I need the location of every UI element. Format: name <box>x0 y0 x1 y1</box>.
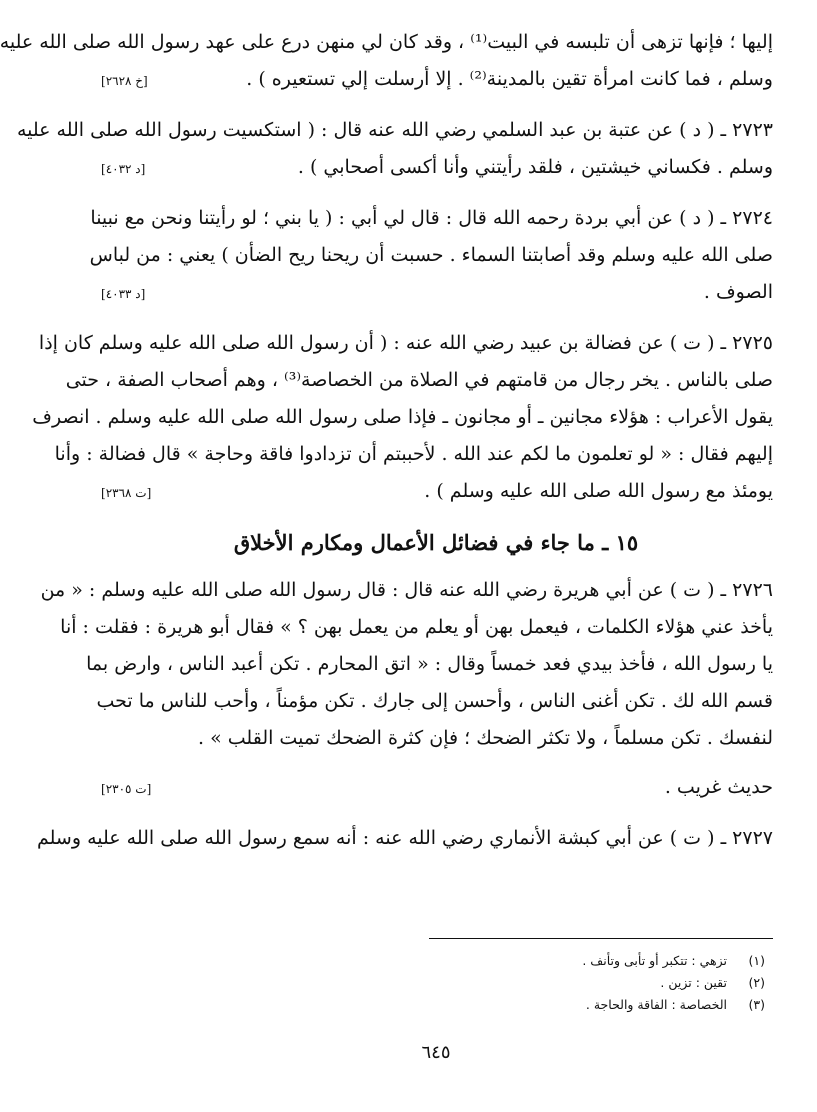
text-line: ٢٧٢٦ ـ ( ت ) عن أبي هريرة رضي الله عنه قال : قال رسول الله صلى الله عليه وسلم : « من <box>40 579 773 601</box>
text-line: ٢٧٢٣ ـ ( د ) عن عتبة بن عبد السلمي رضي الله عنه قال : ( استكسيت رسول الله صلى الله عليه <box>16 119 773 141</box>
text-line: يأخذ عني هؤلاء الكلمات ، فيعمل بهن أو يعلم من يعمل بهن ؟ » فقال أبو هريرة : فقلت : أنا <box>60 616 773 638</box>
hadith-grading <box>99 769 773 808</box>
footnote-number: (٣) <box>748 997 765 1012</box>
page-number: ٦٤٥ <box>421 1042 451 1063</box>
hadith-block <box>32 325 773 512</box>
text-line <box>99 769 773 808</box>
hadith-reference: [ت ٢٣٠٥] <box>101 782 152 796</box>
footnote-separator <box>429 938 773 939</box>
text-line: صلى الله عليه وسلم وقد أصابتنا السماء . حسبت أن ريحنا ريح الضأن ) يعني : من لباس <box>89 244 773 266</box>
text-line <box>99 61 773 100</box>
hadith-reference: [خ ٢٦٢٨] <box>101 74 148 88</box>
text-line: ٢٧٢٤ ـ ( د ) عن أبي بردة رحمه الله قال : قال لي أبي : ( يا بني ؛ لو رأيتنا ونحن مع نبينا <box>90 207 773 229</box>
footnote-number: (١) <box>748 953 765 968</box>
hadith-block <box>89 200 773 313</box>
footnote-text: تقين : تزين . <box>660 975 727 990</box>
text-line: يا رسول الله ، فأخذ بيدي فعد خمساً وقال : « اتق المحارم . تكن أعبد الناس ، وارض بما <box>86 653 773 675</box>
hadith-block <box>37 820 773 857</box>
footnote-text: الخصاصة : الفاقة والحاجة . <box>585 997 727 1012</box>
text-line <box>99 274 773 313</box>
footnote <box>99 972 765 994</box>
footnotes <box>99 950 765 1016</box>
text-line-content: يومئذ مع رسول الله صلى الله عليه وسلم ) . <box>424 480 773 502</box>
text-line: إليهم فقال : « لو تعلمون ما لكم عند الله . لأحببتم أن تزدادوا فاقة وحاجة » قال فضالة : وأنا <box>54 443 773 465</box>
text-line <box>99 149 773 188</box>
hadith-reference: [ت ٢٣٦٨] <box>101 486 152 500</box>
hadith-block <box>16 112 773 188</box>
text-line: ٢٧٢٥ ـ ( ت ) عن فضالة بن عبيد رضي الله عنه : ( أن رسول الله صلى الله عليه وسلم كان إذا <box>38 332 773 354</box>
footnote-text: تزهي : تتكبر أو تأبى وتأنف . <box>582 953 727 968</box>
footnote <box>99 950 765 972</box>
text-line: قسم الله لك . تكن أغنى الناس ، وأحسن إلى جارك . تكن مؤمناً ، وأحب للناس ما تحب <box>96 690 773 712</box>
hadith-block <box>0 24 773 100</box>
page-body <box>0 24 773 869</box>
hadith-reference: [د ٤٠٣٢] <box>101 162 146 176</box>
text-line: ٢٧٢٧ ـ ( ت ) عن أبي كبشة الأنماري رضي الله عنه : أنه سمع رسول الله صلى الله عليه وسلم <box>37 827 773 849</box>
text-line-content: الصوف . <box>703 281 773 303</box>
text-line <box>99 473 773 512</box>
footnote <box>99 994 765 1016</box>
hadith-reference: [د ٤٠٣٣] <box>101 287 146 301</box>
hadith-block <box>40 572 773 757</box>
text-line: لنفسك . تكن مسلماً ، ولا تكثر الضحك ؛ فإن كثرة الضحك تميت القلب » . <box>198 727 773 749</box>
text-line: إليها ؛ فإنها تزهى أن تلبسه في البيت⁽¹⁾ ، وقد كان لي منهن درع على عهد رسول الله صلى الله عليه <box>0 31 773 53</box>
text-line: صلى بالناس . يخر رجال من قامتهم في الصلاة من الخصاصة⁽³⁾ ، وهم أصحاب الصفة ، حتى <box>65 369 773 391</box>
text-line-content: وسلم ، فما كانت امرأة تقين بالمدينة⁽²⁾ . إلا أرسلت إلي تستعيره ) . <box>246 68 773 90</box>
text-line-content: وسلم . فكساني خيشتين ، فلقد رأيتني وأنا أكسى أصحابي ) . <box>297 156 773 178</box>
footnote-number: (٢) <box>748 975 765 990</box>
section-heading: ١٥ ـ ما جاء في فضائل الأعمال ومكارم الأخلاق <box>233 530 639 555</box>
text-line: يقول الأعراب : هؤلاء مجانين ـ أو مجانون ـ فإذا صلى رسول الله صلى الله عليه وسلم . انصرف <box>32 406 773 428</box>
text-line-content: حديث غريب . <box>664 776 773 798</box>
